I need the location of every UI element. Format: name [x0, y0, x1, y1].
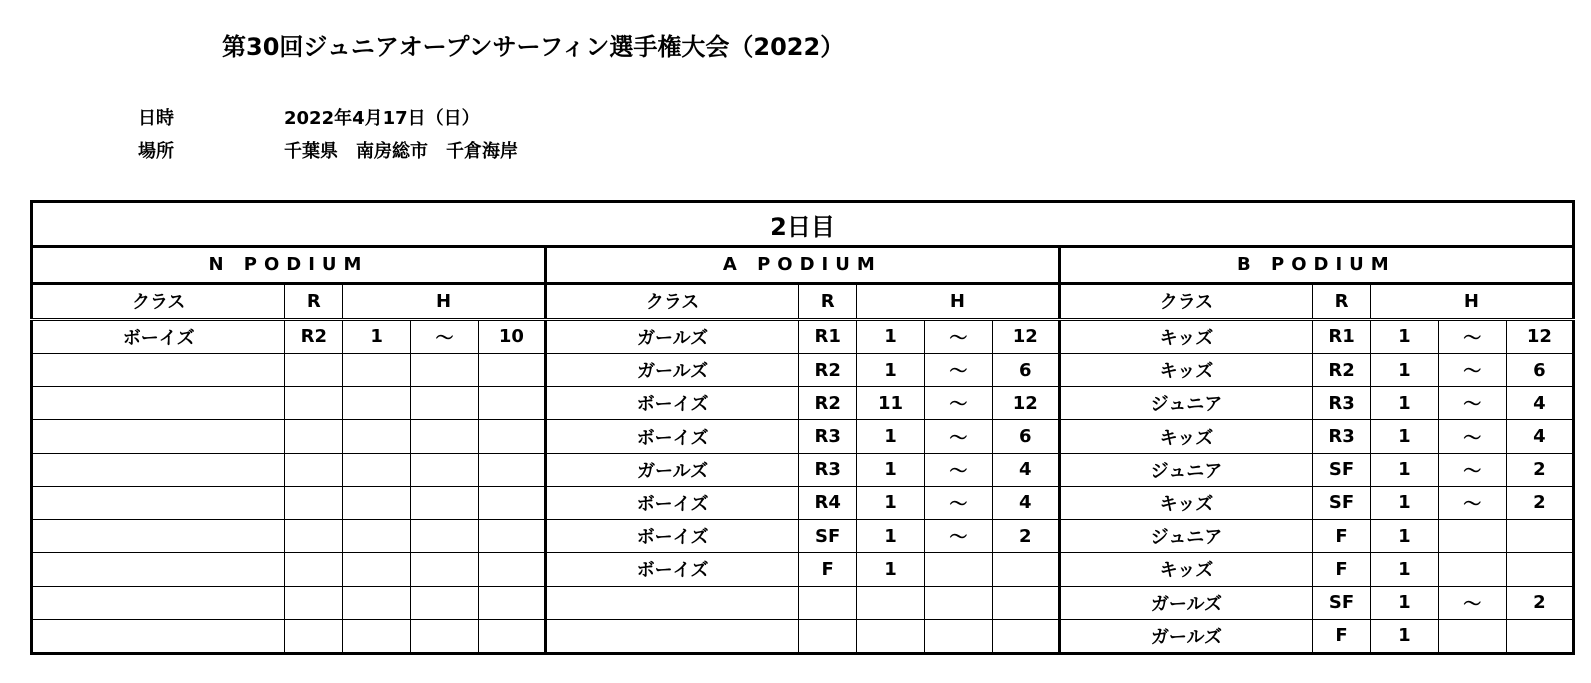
cell-class: ボーイズ	[545, 420, 798, 453]
cell-heat-tilde: ～	[1438, 420, 1506, 453]
page-title: 第30回ジュニアオープンサーフィン選手権大会（2022）	[222, 33, 845, 61]
cell-heat-to	[478, 353, 545, 386]
cell-heat-to	[478, 619, 545, 653]
cell-heat-to	[478, 387, 545, 420]
cell-heat-tilde	[411, 553, 479, 586]
cell-round: R3	[1313, 387, 1371, 420]
cell-heat-tilde	[411, 586, 479, 619]
cell-heat-tilde	[411, 453, 479, 486]
cell-heat-tilde: ～	[1438, 353, 1506, 386]
cell-round	[285, 553, 343, 586]
column-header-round: R	[285, 283, 343, 319]
place-value: 千葉県 南房総市 千倉海岸	[284, 141, 518, 162]
cell-heat-from: 1	[1370, 520, 1438, 553]
cell-heat-tilde: ～	[924, 486, 992, 519]
cell-round	[285, 353, 343, 386]
cell-round: SF	[799, 520, 857, 553]
cell-class	[32, 453, 285, 486]
cell-heat-to: 2	[1506, 453, 1573, 486]
cell-heat-from	[343, 619, 411, 653]
cell-class: ガールズ	[545, 319, 798, 353]
cell-heat-from: 1	[857, 453, 925, 486]
cell-heat-tilde	[411, 486, 479, 519]
table-row	[32, 420, 1574, 453]
heat-schedule-table	[30, 200, 1575, 655]
cell-heat-to	[992, 586, 1059, 619]
cell-heat-from: 1	[857, 553, 925, 586]
cell-heat-to	[1506, 619, 1573, 653]
cell-heat-from: 1	[1370, 453, 1438, 486]
cell-class	[32, 553, 285, 586]
cell-heat-tilde	[411, 520, 479, 553]
cell-heat-from: 1	[857, 319, 925, 353]
cell-round: R1	[1313, 319, 1371, 353]
cell-heat-tilde: ～	[1438, 453, 1506, 486]
cell-class: ボーイズ	[545, 486, 798, 519]
cell-heat-from	[343, 553, 411, 586]
cell-heat-from	[343, 453, 411, 486]
table-row	[32, 319, 1574, 353]
cell-round	[285, 586, 343, 619]
cell-heat-from	[343, 387, 411, 420]
cell-class: キッズ	[1059, 486, 1312, 519]
cell-class: ジュニア	[1059, 520, 1312, 553]
cell-class: キッズ	[1059, 319, 1312, 353]
cell-round	[285, 520, 343, 553]
cell-class: ジュニア	[1059, 453, 1312, 486]
cell-class	[32, 619, 285, 653]
table-row	[32, 586, 1574, 619]
date-value: 2022年4月17日（日）	[284, 108, 480, 129]
cell-heat-tilde: ～	[924, 387, 992, 420]
cell-round: SF	[1313, 586, 1371, 619]
cell-round	[285, 387, 343, 420]
cell-heat-from	[343, 486, 411, 519]
cell-round: R4	[799, 486, 857, 519]
cell-heat-tilde	[411, 619, 479, 653]
cell-class: キッズ	[1059, 420, 1312, 453]
cell-heat-to: 12	[992, 387, 1059, 420]
cell-class: ガールズ	[1059, 586, 1312, 619]
cell-class	[32, 420, 285, 453]
cell-heat-from: 1	[1370, 353, 1438, 386]
cell-heat-from: 1	[1370, 420, 1438, 453]
place-label: 場所	[138, 141, 174, 162]
podium-header-b: B PODIUM	[1059, 247, 1573, 283]
cell-class	[32, 387, 285, 420]
cell-heat-tilde	[1438, 520, 1506, 553]
table-row	[32, 520, 1574, 553]
cell-heat-tilde	[1438, 553, 1506, 586]
cell-round: R3	[799, 453, 857, 486]
cell-heat-tilde: ～	[924, 420, 992, 453]
cell-heat-to: 4	[1506, 420, 1573, 453]
cell-class	[32, 520, 285, 553]
cell-heat-to	[992, 553, 1059, 586]
cell-heat-from: 1	[857, 486, 925, 519]
cell-heat-from: 1	[1370, 586, 1438, 619]
cell-heat-tilde: ～	[1438, 486, 1506, 519]
cell-class: ジュニア	[1059, 387, 1312, 420]
cell-heat-from: 1	[1370, 387, 1438, 420]
cell-class	[32, 486, 285, 519]
cell-round: SF	[1313, 453, 1371, 486]
date-label: 日時	[138, 108, 174, 129]
cell-class: キッズ	[1059, 553, 1312, 586]
cell-heat-from: 1	[1370, 319, 1438, 353]
cell-heat-to	[478, 553, 545, 586]
cell-class: ボーイズ	[32, 319, 285, 353]
cell-heat-from: 11	[857, 387, 925, 420]
cell-heat-from	[343, 420, 411, 453]
cell-round: R1	[799, 319, 857, 353]
cell-heat-tilde	[924, 553, 992, 586]
cell-class: ボーイズ	[545, 387, 798, 420]
cell-heat-tilde	[1438, 619, 1506, 653]
cell-heat-to: 4	[992, 486, 1059, 519]
column-header-round: R	[799, 283, 857, 319]
column-header-round: R	[1313, 283, 1371, 319]
cell-heat-tilde	[411, 420, 479, 453]
cell-heat-to: 6	[992, 420, 1059, 453]
cell-round: F	[1313, 619, 1371, 653]
cell-class	[32, 353, 285, 386]
table-row	[32, 553, 1574, 586]
cell-class: ボーイズ	[545, 553, 798, 586]
table-row	[32, 353, 1574, 386]
cell-heat-to: 4	[992, 453, 1059, 486]
cell-round: R3	[799, 420, 857, 453]
cell-heat-from	[857, 619, 925, 653]
column-header-class: クラス	[545, 283, 798, 319]
cell-heat-tilde: ～	[924, 453, 992, 486]
cell-round: R2	[799, 387, 857, 420]
column-header-class: クラス	[1059, 283, 1312, 319]
cell-round: F	[799, 553, 857, 586]
cell-round: R2	[285, 319, 343, 353]
cell-round: F	[1313, 553, 1371, 586]
cell-heat-to: 2	[1506, 586, 1573, 619]
cell-heat-from: 1	[857, 520, 925, 553]
cell-class: キッズ	[1059, 353, 1312, 386]
cell-heat-tilde	[411, 353, 479, 386]
cell-heat-to	[478, 453, 545, 486]
cell-heat-to	[478, 420, 545, 453]
cell-heat-tilde: ～	[1438, 319, 1506, 353]
cell-heat-from	[343, 586, 411, 619]
cell-heat-to	[478, 520, 545, 553]
cell-heat-to: 4	[1506, 387, 1573, 420]
cell-heat-to	[478, 486, 545, 519]
cell-heat-from: 1	[857, 420, 925, 453]
cell-round: R2	[1313, 353, 1371, 386]
cell-heat-to	[1506, 553, 1573, 586]
cell-class	[545, 619, 798, 653]
cell-round	[799, 586, 857, 619]
cell-heat-tilde	[411, 387, 479, 420]
cell-heat-tilde: ～	[924, 319, 992, 353]
cell-heat-tilde: ～	[924, 353, 992, 386]
day-header: 2日目	[32, 202, 1574, 247]
table-row	[32, 387, 1574, 420]
cell-class: ガールズ	[545, 453, 798, 486]
cell-heat-to: 12	[992, 319, 1059, 353]
cell-heat-tilde	[924, 586, 992, 619]
cell-round	[799, 619, 857, 653]
cell-heat-from	[343, 520, 411, 553]
cell-heat-tilde: ～	[924, 520, 992, 553]
cell-heat-tilde: ～	[411, 319, 479, 353]
column-header-heat: H	[343, 283, 546, 319]
cell-heat-from: 1	[857, 353, 925, 386]
cell-round	[285, 486, 343, 519]
cell-heat-to	[992, 619, 1059, 653]
cell-heat-tilde: ～	[1438, 586, 1506, 619]
cell-heat-to: 6	[992, 353, 1059, 386]
cell-heat-to	[478, 586, 545, 619]
cell-class: ガールズ	[1059, 619, 1312, 653]
cell-heat-to: 2	[992, 520, 1059, 553]
cell-heat-to: 12	[1506, 319, 1573, 353]
cell-class: ボーイズ	[545, 520, 798, 553]
cell-round	[285, 619, 343, 653]
podium-header-n: N PODIUM	[32, 247, 546, 283]
cell-heat-from	[343, 353, 411, 386]
column-header-class: クラス	[32, 283, 285, 319]
cell-round: R2	[799, 353, 857, 386]
cell-round: F	[1313, 520, 1371, 553]
table-row	[32, 486, 1574, 519]
cell-round: R3	[1313, 420, 1371, 453]
cell-heat-to	[1506, 520, 1573, 553]
cell-class: ガールズ	[545, 353, 798, 386]
cell-heat-to: 6	[1506, 353, 1573, 386]
cell-heat-from: 1	[343, 319, 411, 353]
podium-header-a: A PODIUM	[545, 247, 1059, 283]
cell-heat-tilde: ～	[1438, 387, 1506, 420]
cell-heat-tilde	[924, 619, 992, 653]
table-row	[32, 619, 1574, 653]
cell-heat-from	[857, 586, 925, 619]
cell-class	[545, 586, 798, 619]
cell-heat-to: 2	[1506, 486, 1573, 519]
cell-round: SF	[1313, 486, 1371, 519]
cell-round	[285, 420, 343, 453]
cell-heat-to: 10	[478, 319, 545, 353]
table-row	[32, 453, 1574, 486]
cell-heat-from: 1	[1370, 553, 1438, 586]
cell-heat-from: 1	[1370, 486, 1438, 519]
cell-round	[285, 453, 343, 486]
column-header-heat: H	[857, 283, 1060, 319]
column-header-heat: H	[1370, 283, 1573, 319]
cell-heat-from: 1	[1370, 619, 1438, 653]
cell-class	[32, 586, 285, 619]
